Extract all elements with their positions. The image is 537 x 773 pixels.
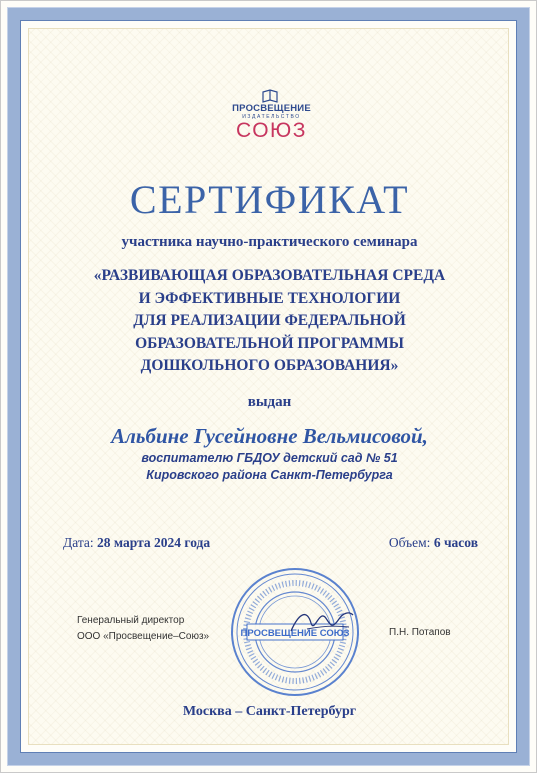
director-company: ООО «Просвещение–Союз» bbox=[77, 631, 210, 642]
seminar-line: ДОШКОЛЬНОГО ОБРАЗОВАНИЯ» bbox=[140, 357, 399, 374]
date-value: 28 марта 2024 года bbox=[97, 535, 211, 550]
volume-field bbox=[389, 535, 478, 551]
seminar-line: «РАЗВИВАЮЩАЯ ОБРАЗОВАТЕЛЬНАЯ СРЕДА bbox=[93, 267, 446, 284]
footer-city: Москва – Санкт-Петербург bbox=[182, 704, 357, 719]
issued-label: выдан bbox=[247, 394, 292, 410]
director-role: Генеральный директор bbox=[77, 615, 185, 626]
handwritten-signature bbox=[287, 601, 357, 641]
date-label: Дата: bbox=[63, 535, 94, 550]
signer-name: П.Н. Потапов bbox=[389, 627, 451, 638]
recipient-position: воспитателю ГБДОУ детский сад № 51 bbox=[141, 451, 398, 465]
recipient-name: Альбине Гусейновне Вельмисовой, bbox=[111, 424, 428, 448]
seminar-line: И ЭФФЕКТИВНЫЕ ТЕХНОЛОГИИ bbox=[138, 289, 401, 307]
certificate-title: СЕРТИФИКАТ bbox=[129, 177, 410, 222]
logo-line-3: СОЮЗ bbox=[236, 119, 307, 142]
volume-label: Объем: bbox=[388, 535, 431, 550]
book-icon bbox=[262, 89, 278, 103]
publisher-logo bbox=[224, 89, 319, 147]
recipient-district: Кировского района Санкт-Петербурга bbox=[146, 468, 393, 482]
logo-line-2: ИЗДАТЕЛЬСТВО bbox=[242, 114, 301, 120]
seminar-title bbox=[1, 265, 537, 378]
seminar-line: ДЛЯ РЕАЛИЗАЦИИ ФЕДЕРАЛЬНОЙ bbox=[133, 312, 406, 329]
certificate-subtitle: участника научно-практического семинара bbox=[121, 234, 418, 250]
stamp-text: ПРОСВЕЩЕНИЕ СОЮЗ bbox=[240, 628, 350, 639]
director-title bbox=[77, 613, 209, 645]
date-field bbox=[63, 535, 210, 551]
logo-line-1: ПРОСВЕЩЕНИЕ bbox=[232, 103, 311, 114]
volume-value: 6 часов bbox=[433, 535, 478, 550]
seminar-line: ОБРАЗОВАТЕЛЬНОЙ ПРОГРАММЫ bbox=[135, 334, 404, 352]
